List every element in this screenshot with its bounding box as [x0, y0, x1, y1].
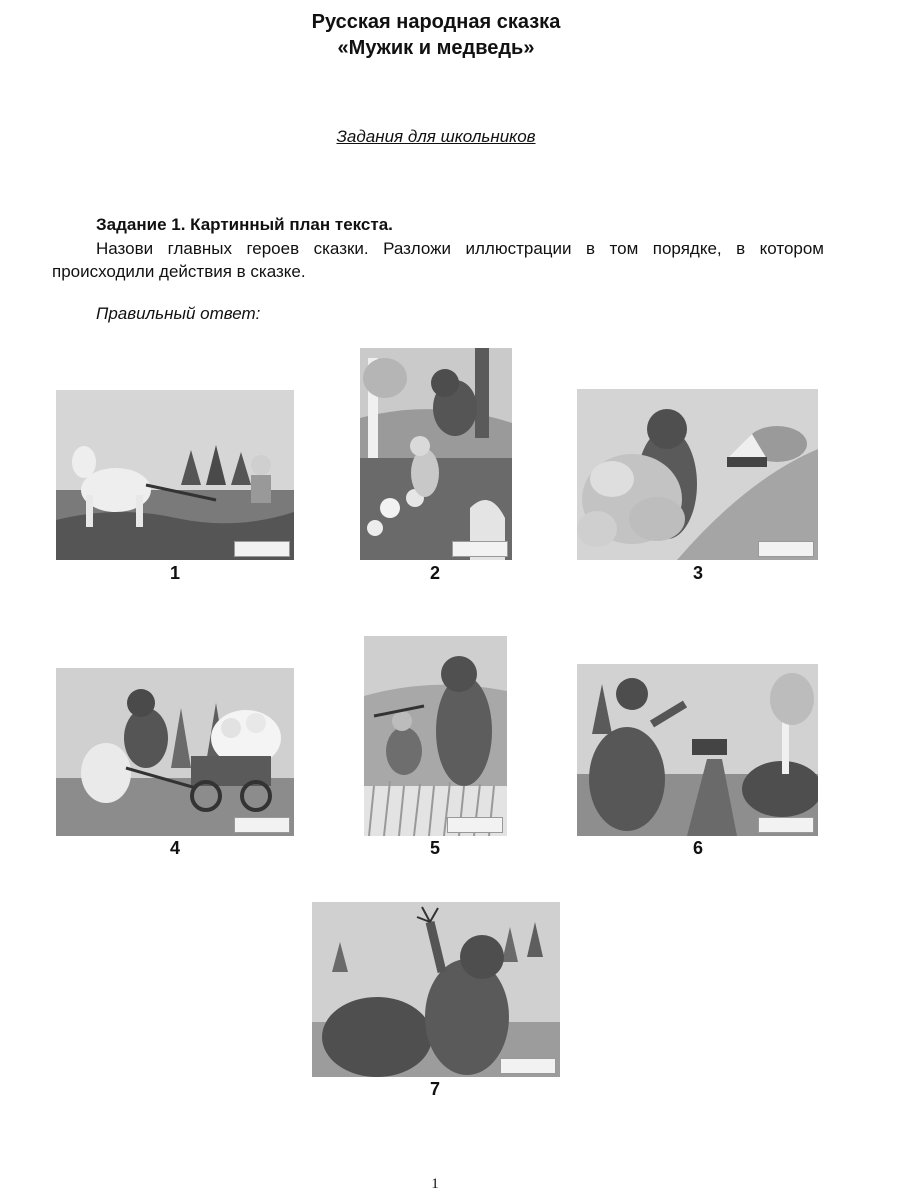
task-heading: Задание 1. Картинный план текста.	[96, 215, 393, 234]
illustration-number: 5	[429, 838, 440, 858]
task-text: Назови главных героев сказки. Разложи иллюстрации в том порядке, в котором происходили действия в сказке.	[52, 239, 824, 281]
illustration-6	[577, 664, 818, 836]
bear-straw-icon	[312, 902, 560, 1077]
subtitle: Задания для школьников	[336, 127, 536, 146]
caption-plate	[500, 1058, 556, 1074]
caption-plate	[447, 817, 503, 833]
bear-wheat-icon	[364, 636, 507, 836]
illustration-3	[577, 389, 818, 560]
bear-tops-icon	[577, 389, 818, 560]
title-line-2: «Мужик и медведь»	[337, 37, 535, 59]
answer-label: Правильный ответ:	[96, 304, 261, 323]
caption-plate	[452, 541, 508, 557]
bear-back-icon	[577, 664, 818, 836]
illustration-number: 6	[692, 838, 703, 858]
page-number: 1	[431, 1176, 439, 1192]
caption-plate	[758, 817, 814, 833]
illustration-number: 3	[692, 563, 703, 583]
illustration-5	[364, 636, 507, 836]
illustration-2	[360, 348, 512, 560]
illustration-number: 1	[169, 563, 180, 583]
illustration-number: 2	[429, 563, 440, 583]
illustration-7	[312, 902, 560, 1077]
title-line-1: Русская народная сказка	[311, 11, 561, 33]
illustration-number: 7	[429, 1079, 440, 1099]
caption-plate	[234, 817, 290, 833]
illustration-1	[56, 390, 294, 560]
cart-harvest-icon	[56, 668, 294, 836]
caption-plate	[234, 541, 290, 557]
illustration-number: 4	[169, 838, 180, 858]
horse-plough-icon	[56, 390, 294, 560]
caption-plate	[758, 541, 814, 557]
illustration-4	[56, 668, 294, 836]
bear-turnip-icon	[360, 348, 512, 560]
